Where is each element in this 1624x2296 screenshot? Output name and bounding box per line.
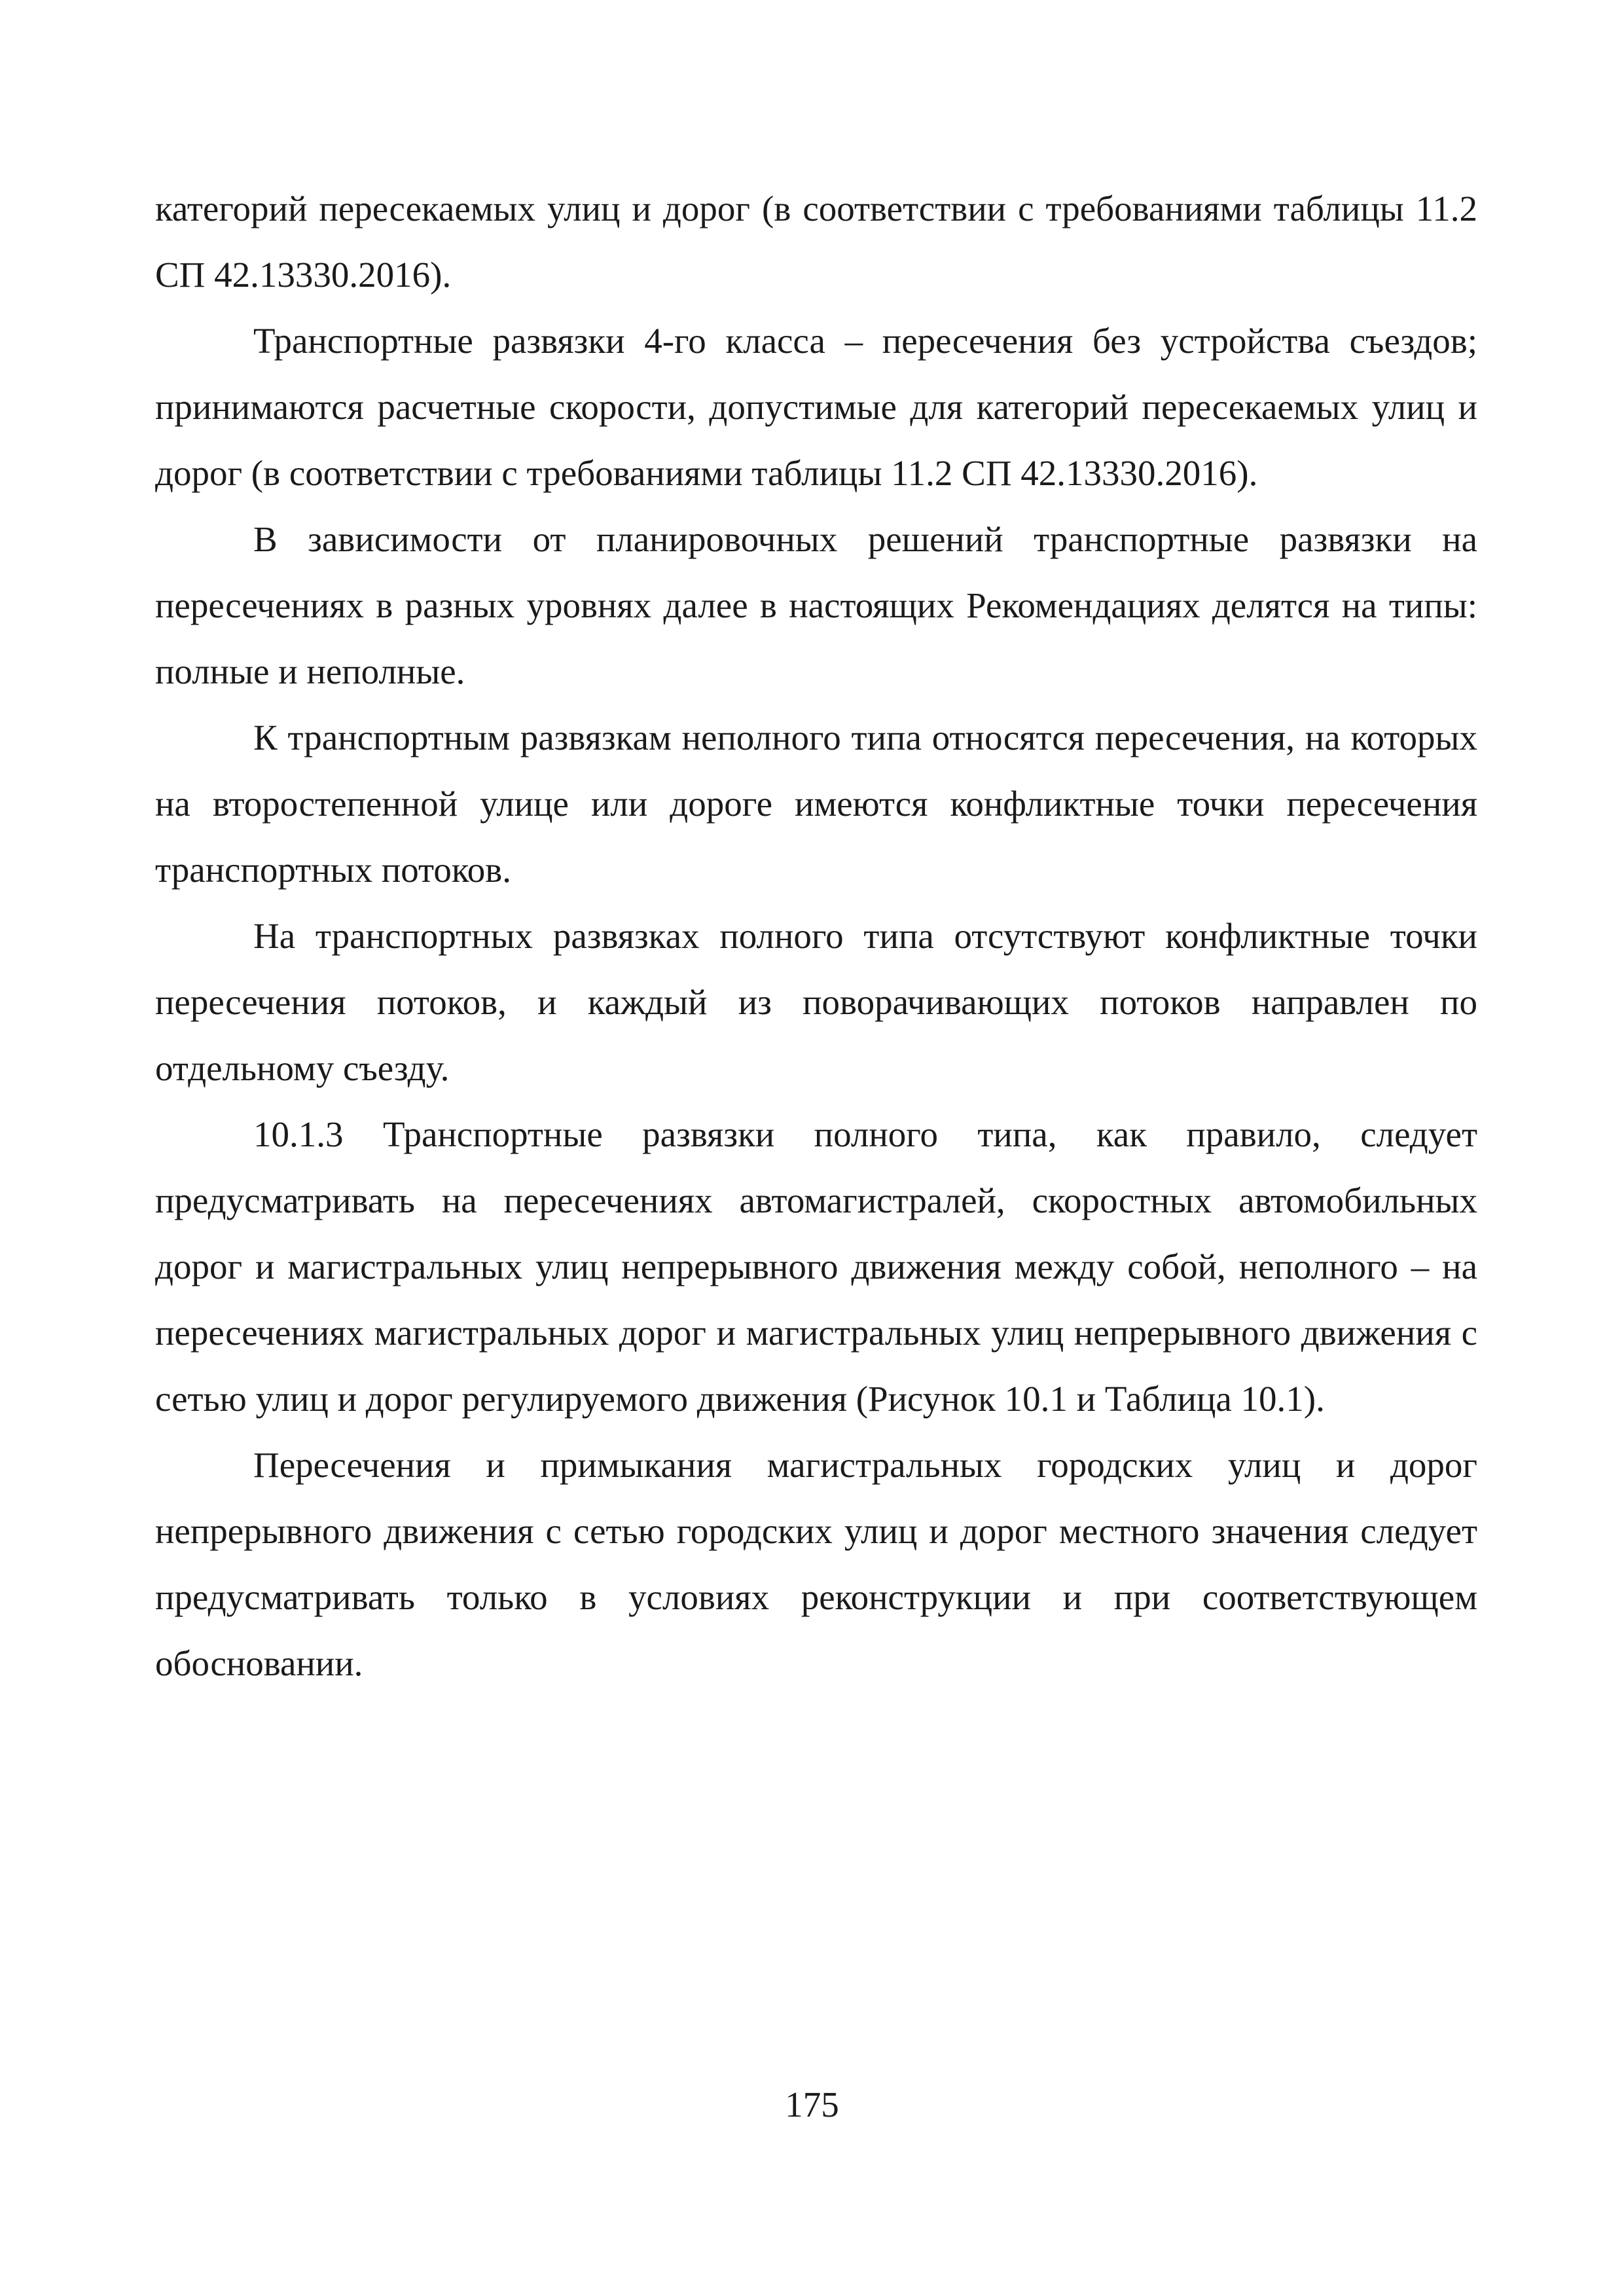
- paragraph-continuation: категорий пересекаемых улиц и дорог (в соответствии с требованиями таблицы 11.2 СП 42.13330.2016).: [155, 189, 1477, 295]
- page-number: 175: [785, 2085, 839, 2124]
- paragraph-interchange-types: В зависимости от планировочных решений транспортные развязки на пересечениях в разных уровнях далее в настоящих Рекомендациях делятся на типы: полные и неполные.: [155, 519, 1477, 691]
- paragraph-incomplete-type: К транспортным развязкам неполного типа относятся пересечения, на которых на второстепенной улице или дороге имеются конфликтные точки пересечения транспортных потоков.: [155, 718, 1477, 890]
- paragraph-reconstruction: Пересечения и примыкания магистральных городских улиц и дорог непрерывного движения с сетью городских улиц и дорог местного значения следует предусматривать только в условиях реконструкции и при соответствующем обосновании.: [155, 1445, 1477, 1683]
- paragraph-interchange-class-4: Транспортные развязки 4-го класса – пересечения без устройства съездов; принимаются расчетные скорости, допустимые для категорий пересекаемых улиц и дорог (в соответствии с требованиями таблицы 11.2 СП 42.13330.2016).: [155, 321, 1477, 493]
- paragraph-complete-type: На транспортных развязках полного типа отсутствуют конфликтные точки пересечения потоков, и каждый из поворачивающих потоков направлен по отдельному съезду.: [155, 916, 1477, 1088]
- document-body: [155, 175, 1477, 1696]
- paragraph-clause-10-1-3: 10.1.3 Транспортные развязки полного типа, как правило, следует предусматривать на пересечениях автомагистралей, скоростных автомобильных дорог и магистральных улиц непрерывного движения между собой, неполного – на пересечениях магистральных дорог и магистральных улиц непрерывного движения с сетью улиц и дорог регулируемого движения (Рисунок 10.1 и Таблица 10.1).: [155, 1114, 1477, 1419]
